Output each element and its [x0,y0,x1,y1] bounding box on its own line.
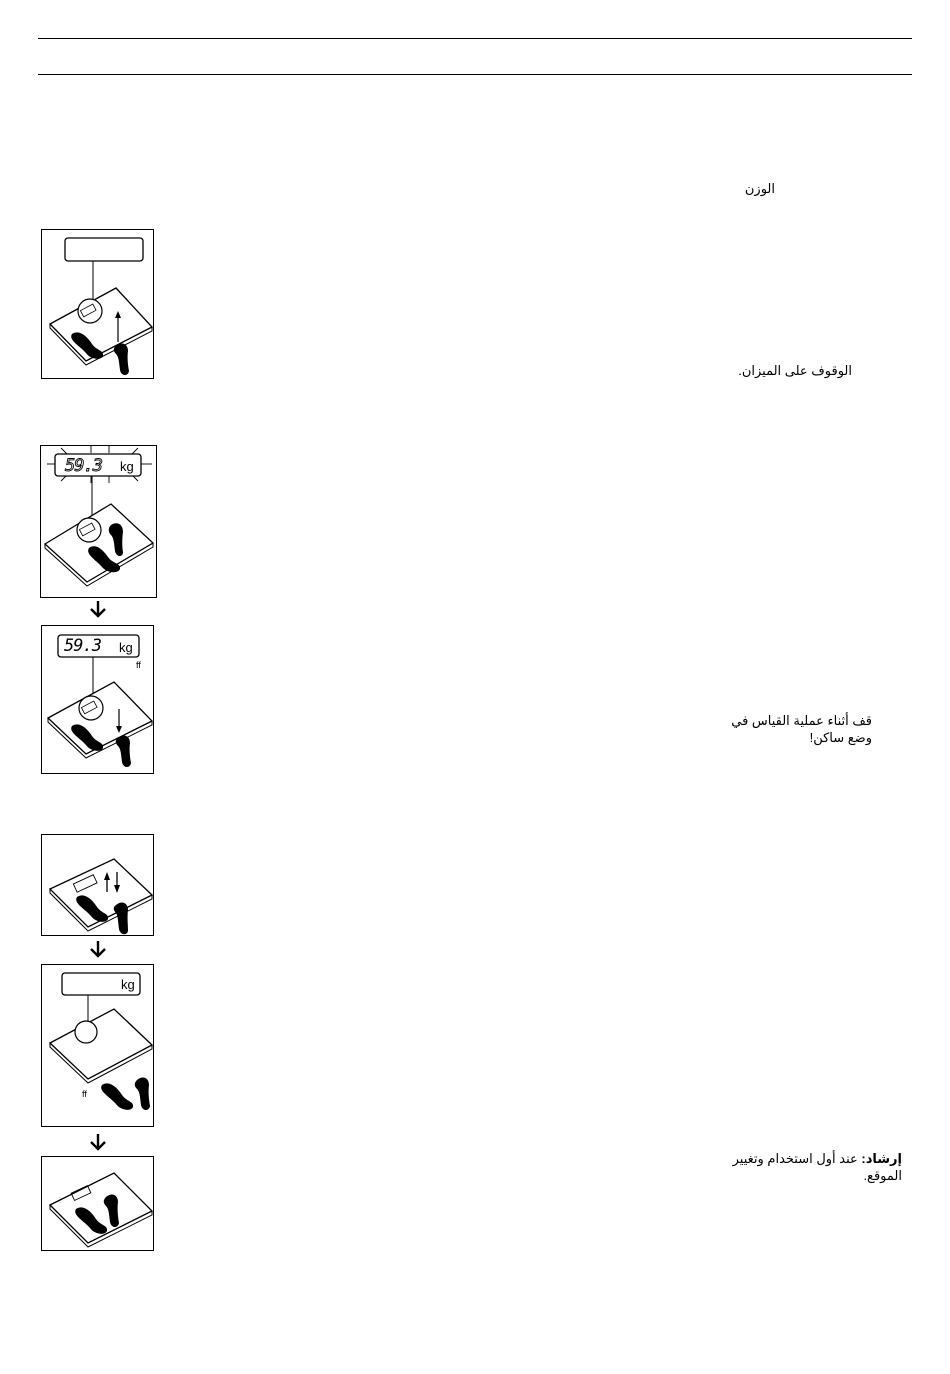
scale-measuring-icon [40,445,157,598]
step2-text-line2: وضع ساكن! [809,730,872,745]
blinking-weight: 59.3 [65,456,102,476]
step3-text-line1 [733,1150,902,1167]
hint-label: إرشاد: [861,1151,902,1166]
scale-kg-icon [41,964,154,1127]
blinking-unit: kg [120,459,134,474]
final-weight: 59.3 [64,636,101,656]
down-arrow-icon [88,600,108,618]
ff-label-2: ff [82,1089,87,1099]
kg-unit: kg [121,977,135,992]
hint-text: عند أول استخدام وتغيير [732,1151,862,1166]
scale-step-on-icon [41,229,154,379]
scale-result-icon [41,625,154,774]
step2-text-line1: قف أثناء عملية القياس في [731,713,872,728]
down-arrow-icon [88,1133,108,1151]
scale-ready-icon [41,1156,154,1251]
final-unit: kg [119,640,133,655]
scale-tap-icon [41,834,154,936]
step3-text [733,1150,902,1184]
step3-text-line2: الموقع. [863,1168,902,1183]
step2-text [731,712,872,746]
header-rule-top [38,38,912,39]
down-arrow-icon [88,940,108,958]
header-rule-bottom [38,74,912,75]
ff-label-1: ff [136,660,141,670]
section-title: الوزن [744,181,775,196]
step1-text: الوقوف على الميزان. [738,363,852,378]
